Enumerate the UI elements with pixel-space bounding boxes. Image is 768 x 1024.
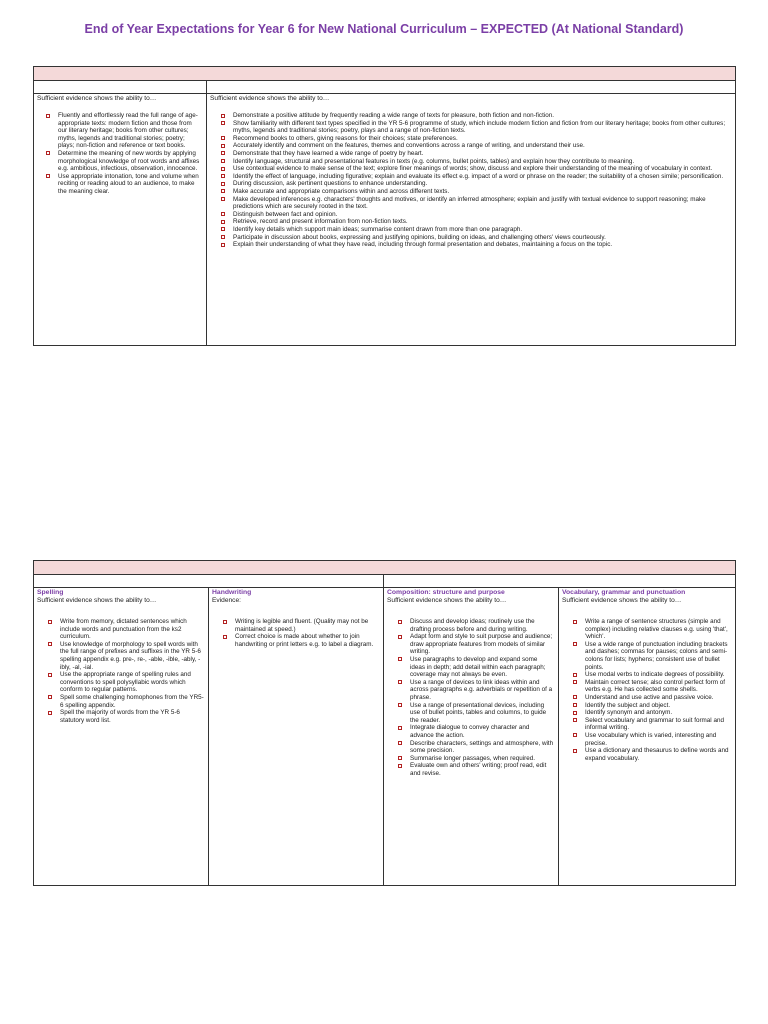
composition-list: [398, 618, 554, 777]
writing-band: [34, 561, 736, 575]
list-item-text: Demonstrate a positive attitude by frequently reading a wide range of texts for pleasure, both fiction and non-fiction.: [233, 112, 554, 119]
list-item-text: Use the appropriate range of spelling rules and conventions to spell polysyllabic words which conform to regular patterns.: [60, 671, 191, 694]
list-item: [398, 755, 554, 763]
list-item-text: Use knowledge of morphology to spell words with the full range of prefixes and suffixes in the YR 5-6 spelling appendix e.g. pre-, re-, -able, -ible, -ably, -ibly, -al, -ial.: [60, 640, 201, 671]
checkbox-bullet-icon: [398, 680, 402, 684]
spelling-subheading: Sufficient evidence shows the ability to…: [37, 597, 157, 604]
list-item-text: Identify key details which support main ideas; summarise content drawn from more than one paragraph.: [233, 225, 523, 233]
writing-table: [33, 560, 736, 886]
list-item-text: Use vocabulary which is varied, interesting and precise.: [585, 731, 717, 747]
spelling-cell: [34, 588, 209, 886]
checkbox-bullet-icon: [223, 620, 227, 624]
word-reading-header: Sufficient evidence shows the ability to…: [37, 95, 157, 102]
list-item: [573, 671, 731, 679]
list-item-text: Distinguish between fact and opinion.: [233, 210, 338, 218]
reading-band: [34, 67, 736, 81]
list-item: [573, 709, 731, 717]
list-item-text: Fluently and effortlessly read the full range of age-appropriate texts: modern fiction and those from our literary heritage; books from other cultures; myths, legends and traditional stories; poetry; plays; non-fiction and reference or text books.: [58, 112, 198, 150]
handwriting-subheading: Evidence:: [212, 597, 241, 604]
list-item-text: Use a range of devices to link ideas within and across paragraphs e.g. adverbials or repetition of a phrase.: [410, 678, 553, 701]
comprehension-cell: [207, 94, 736, 346]
list-item: [573, 679, 731, 694]
list-item: [221, 211, 731, 219]
list-item-text: Adapt form and style to suit purpose and audience; draw appropriate features from models of similar writing.: [410, 633, 553, 656]
checkbox-bullet-icon: [573, 620, 577, 624]
list-item: [221, 173, 731, 181]
list-item: [573, 732, 731, 747]
list-item-text: Retrieve, record and present information from non-fiction texts.: [233, 218, 408, 226]
list-item-text: Integrate dialogue to convey character and advance the action.: [410, 724, 530, 739]
checkbox-bullet-icon: [221, 227, 225, 231]
list-item: [398, 656, 554, 679]
list-item-text: Use paragraphs to develop and expand some ideas in depth; add detail within each paragraph; coverage may not always be even.: [410, 655, 546, 679]
checkbox-bullet-icon: [221, 144, 225, 148]
list-item-text: Recommend books to others, giving reasons for their choices; state preferences.: [233, 134, 458, 142]
list-item-text: Maintain correct tense; also control perfect form of verbs e.g. He has collected some shells.: [585, 678, 725, 694]
list-item: [573, 694, 731, 702]
list-item: [221, 241, 731, 249]
list-item: [46, 150, 202, 173]
checkbox-bullet-icon: [221, 174, 225, 178]
checkbox-bullet-icon: [221, 121, 225, 125]
handwriting-title: Handwriting: [212, 589, 252, 596]
list-item: [221, 188, 731, 196]
list-item-text: Demonstrate that they have learned a wide range of poetry by heart.: [233, 149, 424, 157]
list-item-text: Write a range of sentence structures (simple and complex) including relative clauses e.g. using 'that', 'which'.: [585, 618, 728, 641]
list-item: [221, 226, 731, 234]
list-item: [221, 135, 731, 143]
checkbox-bullet-icon: [221, 182, 225, 186]
checkbox-bullet-icon: [221, 167, 225, 171]
list-item: [398, 679, 554, 702]
list-item-text: Determine the meaning of new words by applying morphological knowledge of root words and affixes e.g. ambitious, infectious, observation, innocence.: [58, 149, 200, 173]
page-title: End of Year Expectations for Year 6 for New National Curriculum – EXPECTED (At National Standard): [84, 22, 684, 36]
checkbox-bullet-icon: [221, 197, 225, 201]
checkbox-bullet-icon: [221, 243, 225, 247]
checkbox-bullet-icon: [221, 136, 225, 140]
checkbox-bullet-icon: [48, 695, 52, 699]
list-item: [48, 694, 204, 709]
list-item: [398, 724, 554, 739]
checkbox-bullet-icon: [398, 756, 402, 760]
list-item-text: Make developed inferences e.g. characters' thoughts and motives, or identify an inferred atmosphere; explain and justify with textual evidence to support reasoning; make predictions which are securely rooted in the text.: [233, 195, 706, 211]
checkbox-bullet-icon: [221, 189, 225, 193]
list-item-text: Discuss and develop ideas; routinely use the drafting process before and during writing.: [410, 618, 535, 633]
comprehension-list: [221, 112, 731, 249]
list-item-text: Show familiarity with different text types specified in the YR 5-6 programme of study, which include modern fiction and fiction from our literary heritage; books from other cultures; myths, legends and traditional stories; poetry, plays and a range of non-fiction texts.: [233, 119, 726, 135]
list-item-text: Spell some challenging homophones from the YR5-6 spelling appendix.: [60, 693, 204, 709]
checkbox-bullet-icon: [573, 673, 577, 677]
word-reading-cell: [34, 94, 207, 346]
list-item-text: Use appropriate intonation, tone and volume when reciting or reading aloud to an audience, to make the meaning clear.: [58, 172, 199, 195]
list-item: [221, 158, 731, 166]
checkbox-bullet-icon: [48, 711, 52, 715]
checkbox-bullet-icon: [46, 151, 50, 155]
list-item: [221, 234, 731, 242]
checkbox-bullet-icon: [398, 635, 402, 639]
checkbox-bullet-icon: [398, 620, 402, 624]
composition-title: Composition: structure and purpose: [387, 589, 505, 596]
list-item: [221, 150, 731, 158]
checkbox-bullet-icon: [221, 114, 225, 118]
checkbox-bullet-icon: [48, 673, 52, 677]
checkbox-bullet-icon: [221, 235, 225, 239]
list-item: [573, 702, 731, 710]
list-item: [573, 641, 731, 671]
list-item: [221, 142, 731, 150]
checkbox-bullet-icon: [398, 726, 402, 730]
checkbox-bullet-icon: [573, 733, 577, 737]
checkbox-bullet-icon: [223, 635, 227, 639]
checkbox-bullet-icon: [573, 695, 577, 699]
list-item: [573, 747, 731, 762]
list-item: [48, 641, 204, 671]
list-item: [46, 173, 202, 196]
comprehension-header: Sufficient evidence shows the ability to…: [210, 95, 330, 102]
vocabulary-cell: [559, 588, 736, 886]
list-item-text: During discussion, ask pertinent questions to enhance understanding.: [233, 180, 428, 188]
list-item-text: Explain their understanding of what they have read, including through formal presentation and debates, maintaining a focus on the topic.: [233, 241, 613, 249]
checkbox-bullet-icon: [221, 212, 225, 216]
list-item-text: Correct choice is made about whether to join handwriting or print letters e.g. to label a diagram.: [235, 633, 374, 648]
writing-blank-right: [384, 575, 736, 588]
list-item-text: Writing is legible and fluent. (Quality may not be maintained at speed.): [235, 618, 369, 633]
list-item: [223, 618, 379, 633]
list-item-text: Understand and use active and passive voice.: [585, 693, 714, 701]
composition-subheading: Sufficient evidence shows the ability to…: [387, 597, 507, 604]
checkbox-bullet-icon: [48, 620, 52, 624]
list-item-text: Participate in discussion about books, expressing and justifying opinions, building on ideas, and challenging others' views courteously.: [233, 233, 606, 241]
list-item: [398, 740, 554, 755]
list-item-text: Use a dictionary and thesaurus to define words and expand vocabulary.: [585, 747, 729, 762]
checkbox-bullet-icon: [46, 174, 50, 178]
list-item: [221, 165, 731, 173]
vocabulary-list: [573, 618, 731, 762]
list-item-text: Evaluate own and others' writing; proof read, edit and revise.: [410, 762, 547, 777]
list-item-text: Select vocabulary and grammar to suit formal and informal writing.: [585, 716, 724, 732]
writing-band-row: [34, 561, 736, 575]
list-item: [221, 180, 731, 188]
list-item-text: Write from memory, dictated sentences which include words and punctuation from the ks2 curriculum.: [60, 618, 187, 641]
reading-table: [33, 66, 736, 346]
list-item: [221, 112, 731, 120]
checkbox-bullet-icon: [398, 703, 402, 707]
list-item: [573, 717, 731, 732]
checkbox-bullet-icon: [221, 151, 225, 155]
vocabulary-title: Vocabulary, grammar and punctuation: [562, 589, 686, 596]
list-item-text: Describe characters, settings and atmosphere, with some precision.: [410, 739, 554, 755]
word-reading-list: [46, 112, 202, 196]
reading-blank-row: [34, 81, 736, 94]
writing-blank-left: [34, 575, 384, 588]
checkbox-bullet-icon: [573, 703, 577, 707]
list-item: [398, 633, 554, 656]
list-item-text: Accurately identify and comment on the features, themes and conventions across a range of writing, and understand their use.: [233, 142, 585, 150]
reading-band-row: [34, 67, 736, 81]
list-item-text: Use a wide range of punctuation including brackets and dashes; commas for pauses; colons and semi-colons for lists; hyphens; consistent use of bullet points.: [585, 640, 728, 671]
reading-content-row: [34, 94, 736, 346]
composition-cell: [384, 588, 559, 886]
checkbox-bullet-icon: [221, 220, 225, 224]
checkbox-bullet-icon: [48, 642, 52, 646]
checkbox-bullet-icon: [398, 741, 402, 745]
list-item-text: Use a range of presentational devices, including use of bullet points, tables and columns, to guide the reader.: [410, 701, 547, 724]
list-item: [221, 218, 731, 226]
list-item: [221, 120, 731, 135]
writing-blank-row: [34, 575, 736, 588]
checkbox-bullet-icon: [46, 114, 50, 118]
checkbox-bullet-icon: [573, 680, 577, 684]
spelling-list: [48, 618, 204, 724]
list-item-text: Use modal verbs to indicate degrees of possibility.: [585, 671, 725, 679]
list-item-text: Identify synonym and antonym.: [585, 709, 673, 717]
handwriting-list: [223, 618, 379, 648]
list-item: [46, 112, 202, 150]
vocabulary-subheading: Sufficient evidence shows the ability to…: [562, 597, 682, 604]
checkbox-bullet-icon: [573, 711, 577, 715]
list-item: [48, 618, 204, 641]
word-reading-heading-cell: [34, 81, 207, 94]
list-item: [223, 633, 379, 648]
checkbox-bullet-icon: [573, 718, 577, 722]
list-item-text: Use contextual evidence to make sense of the text; explore finer meanings of words; show, discuss and explore their understanding of the meaning of vocabulary in context.: [233, 165, 713, 173]
handwriting-cell: [209, 588, 384, 886]
list-item-text: Summarise longer passages, when required.: [410, 754, 535, 762]
writing-content-row: [34, 588, 736, 886]
spelling-title: Spelling: [37, 589, 64, 596]
list-item: [573, 618, 731, 641]
list-item-text: Make accurate and appropriate comparisons within and across different texts.: [233, 187, 450, 195]
list-item: [398, 702, 554, 725]
list-item: [398, 618, 554, 633]
list-item: [48, 671, 204, 694]
checkbox-bullet-icon: [398, 657, 402, 661]
list-item: [48, 709, 204, 724]
list-item: [398, 762, 554, 777]
list-item-text: Spell the majority of words from the YR 5-6 statutory word list.: [60, 709, 180, 724]
list-item-text: Identify language, structural and presentational features in texts (e.g. columns, bullet points, tables) and explain how they contribute to meaning.: [233, 157, 635, 165]
checkbox-bullet-icon: [398, 764, 402, 768]
list-item-text: Identify the subject and object.: [585, 701, 671, 709]
checkbox-bullet-icon: [573, 749, 577, 753]
comprehension-heading-cell: [207, 81, 736, 94]
list-item: [221, 196, 731, 211]
checkbox-bullet-icon: [221, 159, 225, 163]
checkbox-bullet-icon: [573, 642, 577, 646]
list-item-text: Identify the effect of language, including figurative; explain and evaluate its effect e.g. impact of a word or phrase on the reader; the suitability of a chosen simile; personification.: [233, 172, 724, 180]
